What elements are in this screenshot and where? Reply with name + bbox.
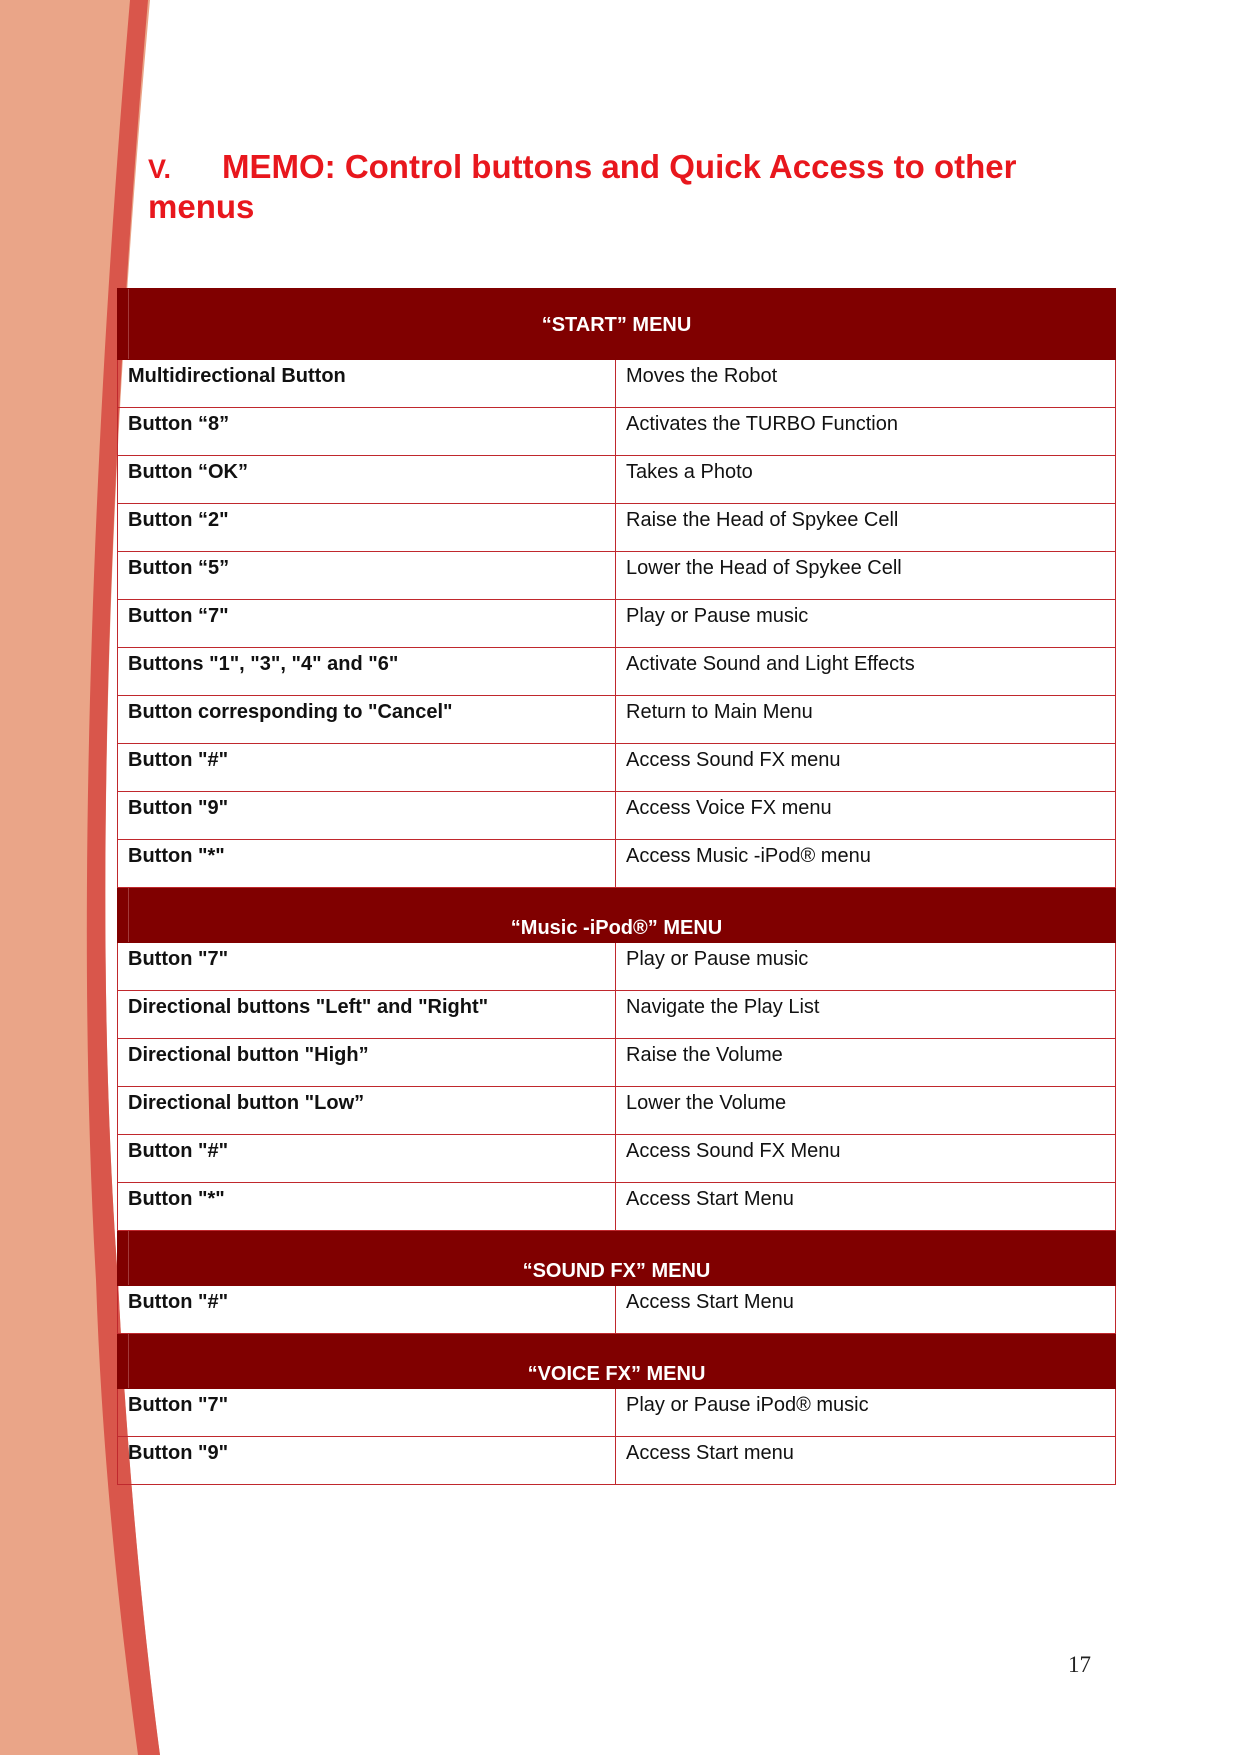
sound-fx-menu-header: “SOUND FX” MENU	[118, 1231, 1116, 1286]
action-cell: Access Sound FX menu	[616, 744, 1116, 792]
action-cell: Activates the TURBO Function	[616, 408, 1116, 456]
table-row	[118, 1389, 1116, 1437]
action-cell: Access Sound FX Menu	[616, 1135, 1116, 1183]
table-row	[118, 1135, 1116, 1183]
table-row	[118, 1183, 1116, 1231]
button-name-cell: Button "7"	[118, 943, 616, 991]
table-row	[118, 991, 1116, 1039]
action-cell: Access Start menu	[616, 1437, 1116, 1485]
action-cell: Access Start Menu	[616, 1286, 1116, 1334]
voice-fx-menu-header: “VOICE FX” MENU	[118, 1334, 1116, 1389]
table-row	[118, 792, 1116, 840]
action-cell: Return to Main Menu	[616, 696, 1116, 744]
table-row	[118, 1437, 1116, 1485]
action-cell: Lower the Head of Spykee Cell	[616, 552, 1116, 600]
button-name-cell: Button “2"	[118, 504, 616, 552]
table-row	[118, 840, 1116, 888]
table-row	[118, 456, 1116, 504]
button-name-cell: Button corresponding to "Cancel"	[118, 696, 616, 744]
action-cell: Activate Sound and Light Effects	[616, 648, 1116, 696]
button-name-cell: Buttons "1", "3", "4" and "6"	[118, 648, 616, 696]
button-name-cell: Button "*"	[118, 1183, 616, 1231]
button-name-cell: Button "*"	[118, 840, 616, 888]
table-row	[118, 744, 1116, 792]
action-cell: Navigate the Play List	[616, 991, 1116, 1039]
button-name-cell: Button “OK”	[118, 456, 616, 504]
action-cell: Moves the Robot	[616, 360, 1116, 408]
table-row	[118, 696, 1116, 744]
table-row	[118, 1087, 1116, 1135]
button-name-cell: Directional button "High”	[118, 1039, 616, 1087]
action-cell: Raise the Head of Spykee Cell	[616, 504, 1116, 552]
button-name-cell: Multidirectional Button	[118, 360, 616, 408]
table-row	[118, 943, 1116, 991]
page-number: 17	[1068, 1652, 1091, 1677]
start-menu-header: “START” MENU	[118, 289, 1116, 360]
button-name-cell: Button "9"	[118, 792, 616, 840]
action-cell: Access Voice FX menu	[616, 792, 1116, 840]
page-title	[148, 148, 1108, 226]
action-cell: Play or Pause music	[616, 600, 1116, 648]
button-name-cell: Button "#"	[118, 744, 616, 792]
section-header-row	[118, 1231, 1116, 1286]
table-row	[118, 408, 1116, 456]
button-name-cell: Button "#"	[118, 1135, 616, 1183]
action-cell: Access Music -iPod® menu	[616, 840, 1116, 888]
section-header-row	[118, 289, 1116, 360]
button-name-cell: Directional button "Low”	[118, 1087, 616, 1135]
button-name-cell: Button "#"	[118, 1286, 616, 1334]
action-cell: Access Start Menu	[616, 1183, 1116, 1231]
button-name-cell: Button "9"	[118, 1437, 616, 1485]
button-name-cell: Button “7"	[118, 600, 616, 648]
control-buttons-table	[117, 288, 1116, 1485]
section-header-row	[118, 1334, 1116, 1389]
action-cell: Play or Pause iPod® music	[616, 1389, 1116, 1437]
button-name-cell: Button “8”	[118, 408, 616, 456]
section-number: V.	[148, 154, 172, 184]
table-row	[118, 504, 1116, 552]
action-cell: Play or Pause music	[616, 943, 1116, 991]
table-row	[118, 600, 1116, 648]
table-row	[118, 360, 1116, 408]
music-ipod-menu-header: “Music -iPod®” MENU	[118, 888, 1116, 943]
table-row	[118, 1039, 1116, 1087]
button-name-cell: Directional buttons "Left" and "Right"	[118, 991, 616, 1039]
section-header-row	[118, 888, 1116, 943]
action-cell: Raise the Volume	[616, 1039, 1116, 1087]
table-row	[118, 552, 1116, 600]
action-cell: Takes a Photo	[616, 456, 1116, 504]
table-row	[118, 648, 1116, 696]
button-name-cell: Button “5”	[118, 552, 616, 600]
action-cell: Lower the Volume	[616, 1087, 1116, 1135]
button-name-cell: Button "7"	[118, 1389, 616, 1437]
section-heading: MEMO: Control buttons and Quick Access to other menus	[148, 148, 1017, 225]
table-row	[118, 1286, 1116, 1334]
